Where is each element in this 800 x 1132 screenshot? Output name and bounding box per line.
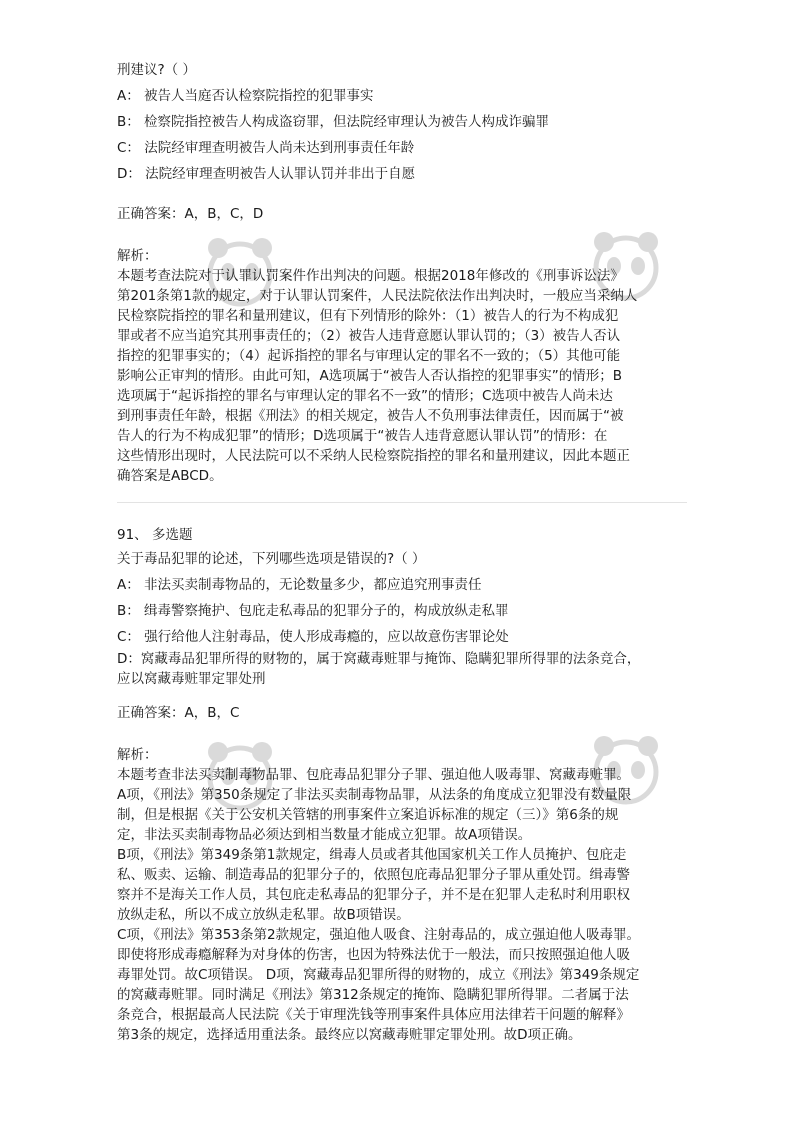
question-91 — [117, 525, 687, 1045]
option-d-line: 应以窝藏毒赃罪定罪处刑 — [117, 671, 266, 687]
option-d: D： 法院经审理查明被告人认罪认罚并非出于自愿 — [117, 166, 416, 182]
analysis-line: 毒罪处罚。故C项错误。 D项，窝藏毒品犯罪所得的财物的，成立《刑法》第349条规定 — [117, 967, 640, 983]
option-c: C： 法院经审理查明被告人尚未达到刑事责任年龄 — [117, 140, 415, 156]
option-c: C： 强行给他人注射毒品，使人形成毒瘾的，应以故意伤害罪论处 — [117, 629, 509, 645]
question-header: 91、 多选题 — [117, 527, 193, 543]
analysis-line: 条竞合，根据最高人民法院《关于审理洗钱等刑事案件具体应用法律若干问题的解释》 — [117, 1007, 630, 1023]
analysis-line: 定，非法买卖制毒物品必须达到相当数量才能成立犯罪。故A项错误。 — [117, 827, 532, 843]
analysis-line: 告人的行为不构成犯罪”的情形；D选项属于“被告人违背意愿认罪认罚”的情形：在 — [117, 428, 608, 444]
analysis-line: 这些情形出现时，人民法院可以不采纳人民检察院指控的罪名和量刑建议，因此本题正 — [117, 448, 630, 464]
question-stem-tail: 刑建议?（ ） — [117, 62, 196, 78]
analysis-line: 的窝藏毒赃罪。同时满足《刑法》第312条规定的掩饰、隐瞒犯罪所得罪。二者属于法 — [117, 987, 629, 1003]
document-page — [117, 60, 687, 1045]
analysis-line: A项，《刑法》第350条规定了非法买卖制毒物品罪，从法条的角度成立犯罪没有数量限 — [117, 787, 632, 803]
correct-answer: 正确答案：A，B，C，D — [117, 206, 264, 222]
analysis-line: 到刑事责任年龄，根据《刑法》的相关规定，被告人不负刑事法律责任，因而属于“被 — [117, 408, 624, 424]
analysis-label: 解析： — [117, 747, 158, 763]
analysis-line: 制，但是根据《关于公安机关管辖的刑事案件立案追诉标准的规定（三）》第6条的规 — [117, 807, 619, 823]
analysis-line: 确答案是ABCD。 — [117, 468, 223, 484]
analysis-line: 选项属于“起诉指控的罪名与审理认定的罪名不一致”的情形；C选项中被告人尚未达 — [117, 388, 613, 404]
option-b: B： 缉毒警察掩护、包庇走私毒品的犯罪分子的，构成放纵走私罪 — [117, 603, 509, 619]
option-a: A： 被告人当庭否认检察院指控的犯罪事实 — [117, 88, 374, 104]
analysis-line: 第201条第1款的规定，对于认罪认罚案件，人民法院依法作出判决时，一般应当采纳人 — [117, 288, 638, 304]
analysis-text — [117, 765, 687, 1045]
option-d — [117, 649, 687, 689]
correct-answer: 正确答案：A，B，C — [117, 705, 240, 721]
analysis-line: 第3条的规定，选择适用重法条。最终应以窝藏毒赃罪定罪处刑。故D项正确。 — [117, 1027, 582, 1043]
option-a: A： 非法买卖制毒物品的，无论数量多少，都应追究刑事责任 — [117, 577, 482, 593]
analysis-line: 察并不是海关工作人员，其包庇走私毒品的犯罪分子，并不是在犯罪人走私时利用职权 — [117, 887, 630, 903]
option-d-line: D：窝藏毒品犯罪所得的财物的，属于窝藏毒赃罪与掩饰、隐瞒犯罪所得罪的法条竞合， — [117, 651, 641, 667]
analysis-line: B项，《刑法》第349条第1款规定，缉毒人员或者其他国家机关工作人员掩护、包庇走 — [117, 847, 627, 863]
analysis-line: 私、贩卖、运输、制造毒品的犯罪分子的，依照包庇毒品犯罪分子罪从重处罚。缉毒警 — [117, 867, 630, 883]
analysis-line: 即使将形成毒瘾解释为对身体的伤害，也因为特殊法优于一般法，而只按照强迫他人吸 — [117, 947, 630, 963]
analysis-line: 本题考查非法买卖制毒物品罪、包庇毒品犯罪分子罪、强迫他人吸毒罪、窝藏毒赃罪。 — [117, 767, 630, 783]
analysis-line: 罪或者不应当追究其刑事责任的；（2）被告人违背意愿认罪认罚的；（3）被告人否认 — [117, 328, 621, 344]
option-b: B： 检察院指控被告人构成盗窃罪，但法院经审理认为被告人构成诈骗罪 — [117, 114, 550, 130]
question-divider — [117, 502, 687, 503]
analysis-line: 本题考查法院对于认罪认罚案件作出判决的问题。根据2018年修改的《刑事诉讼法》 — [117, 268, 624, 284]
analysis-line: 影响公正审判的情形。由此可知，A选项属于“被告人否认指控的犯罪事实”的情形；B — [117, 368, 622, 384]
analysis-line: 放纵走私，所以不成立放纵走私罪。故B项错误。 — [117, 907, 410, 923]
analysis-line: C项，《刑法》第353条第2款规定，强迫他人吸食、注射毒品的，成立强迫他人吸毒罪。 — [117, 927, 641, 943]
analysis-line: 指控的犯罪事实的；（4）起诉指控的罪名与审理认定的罪名不一致的；（5）其他可能 — [117, 348, 621, 364]
analysis-line: 民检察院指控的罪名和量刑建议，但有下列情形的除外：（1）被告人的行为不构成犯 — [117, 308, 619, 324]
analysis-text — [117, 266, 687, 486]
question-90 — [117, 60, 687, 486]
question-stem: 关于毒品犯罪的论述，下列哪些选项是错误的?（ ） — [117, 551, 426, 567]
analysis-label: 解析： — [117, 248, 158, 264]
